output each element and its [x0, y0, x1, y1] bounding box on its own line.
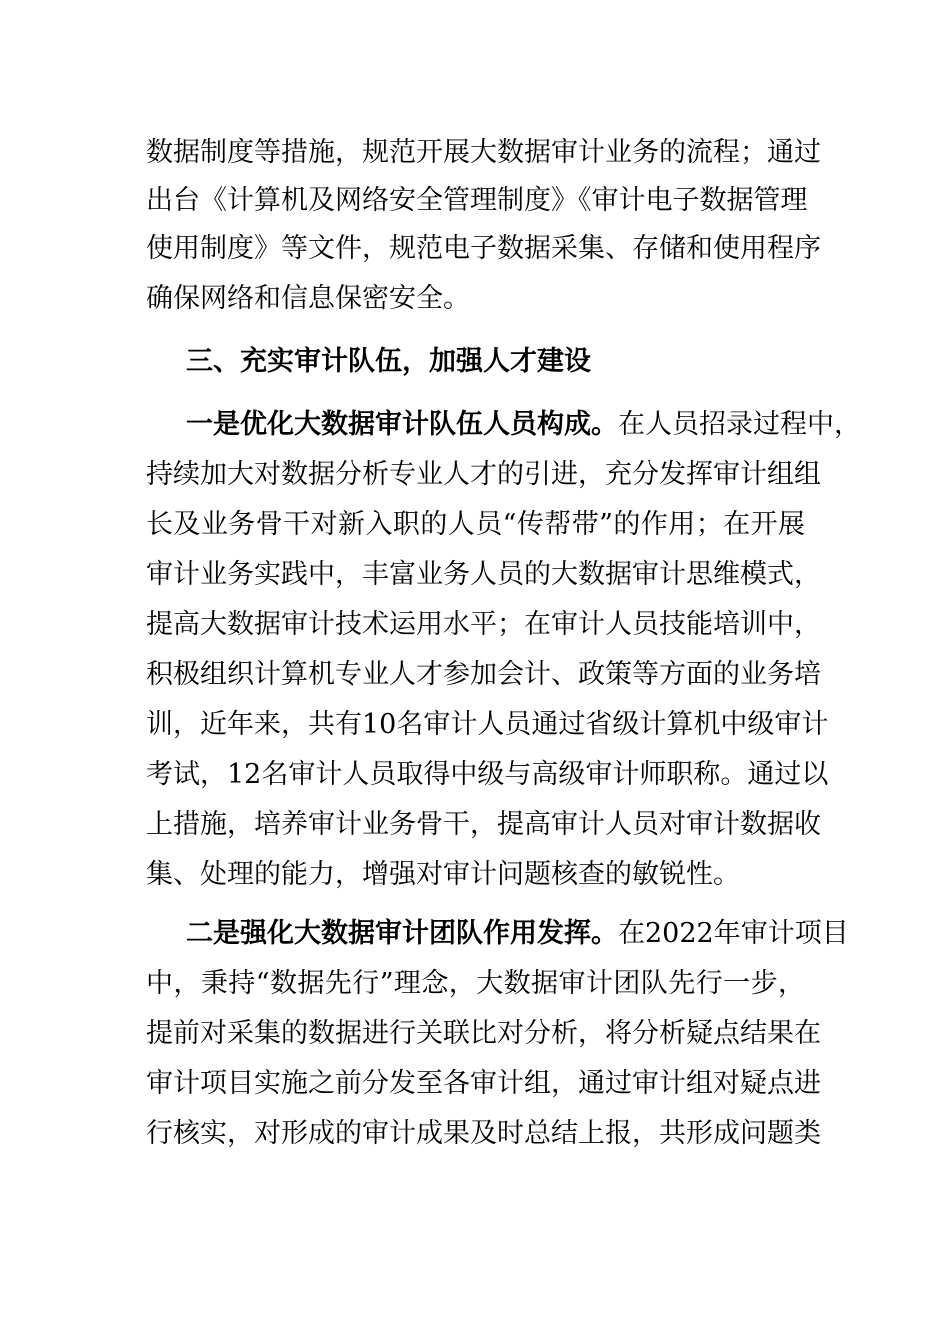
paragraph-1-line-3: 使用制度》等文件，规范电子数据采集、存储和使用程序	[146, 233, 821, 264]
paragraph-3-line-2: 中，秉持“数据先行”理念，大数据审计团队先行一步，	[146, 968, 805, 999]
paragraph-2-line-4: 审计业务实践中，丰富业务人员的大数据审计思维模式，	[146, 559, 821, 590]
paragraph-1-line-4: 确保网络和信息保密安全。	[146, 283, 470, 314]
section-heading: 三、充实审计队伍，加强人才建设	[186, 346, 591, 377]
paragraph-1-line-2: 出台《计算机及网络安全管理制度》《审计电子数据管理	[146, 185, 808, 216]
paragraph-2-line-10: 集、处理的能力，增强对审计问题核查的敏锐性。	[146, 859, 740, 890]
paragraph-2-line-8: 考试，12名审计人员取得中级与高级审计师职称。通过以	[146, 759, 829, 790]
paragraph-3-bold-lead: 二是强化大数据审计团队作用发挥。	[186, 918, 618, 949]
paragraph-2-bold-lead: 一是优化大数据审计队伍人员构成。	[186, 409, 618, 440]
paragraph-2-line-6: 积极组织计算机专业人才参加会计、政策等方面的业务培	[146, 659, 821, 690]
paragraph-2-line-3: 长及业务骨干对新入职的人员“传帮带”的作用；在开展	[146, 509, 805, 540]
paragraph-2-line-9: 上措施，培养审计业务骨干，提高审计人员对审计数据收	[146, 809, 821, 840]
paragraph-2-line-7: 训，近年来，共有10名审计人员通过省级计算机中级审计	[146, 709, 829, 740]
paragraph-3-line-1	[186, 914, 849, 954]
paragraph-2-line-2: 持续加大对数据分析专业人才的引进，充分发挥审计组组	[146, 459, 821, 490]
paragraph-3-line-5: 行核实，对形成的审计成果及时总结上报，共形成问题类	[146, 1118, 821, 1149]
paragraph-2-line-1	[186, 405, 861, 445]
paragraph-2-line-5: 提高大数据审计技术运用水平；在审计人员技能培训中，	[146, 609, 821, 640]
paragraph-3-first-line-rest: 在2022年审计项目	[618, 918, 849, 949]
paragraph-1-line-1: 数据制度等措施，规范开展大数据审计业务的流程；通过	[146, 137, 821, 168]
paragraph-3-line-3: 提前对采集的数据进行关联比对分析，将分析疑点结果在	[146, 1018, 821, 1049]
paragraph-3-line-4: 审计项目实施之前分发至各审计组，通过审计组对疑点进	[146, 1068, 821, 1099]
paragraph-2-first-line-rest: 在人员招录过程中，	[618, 409, 861, 440]
